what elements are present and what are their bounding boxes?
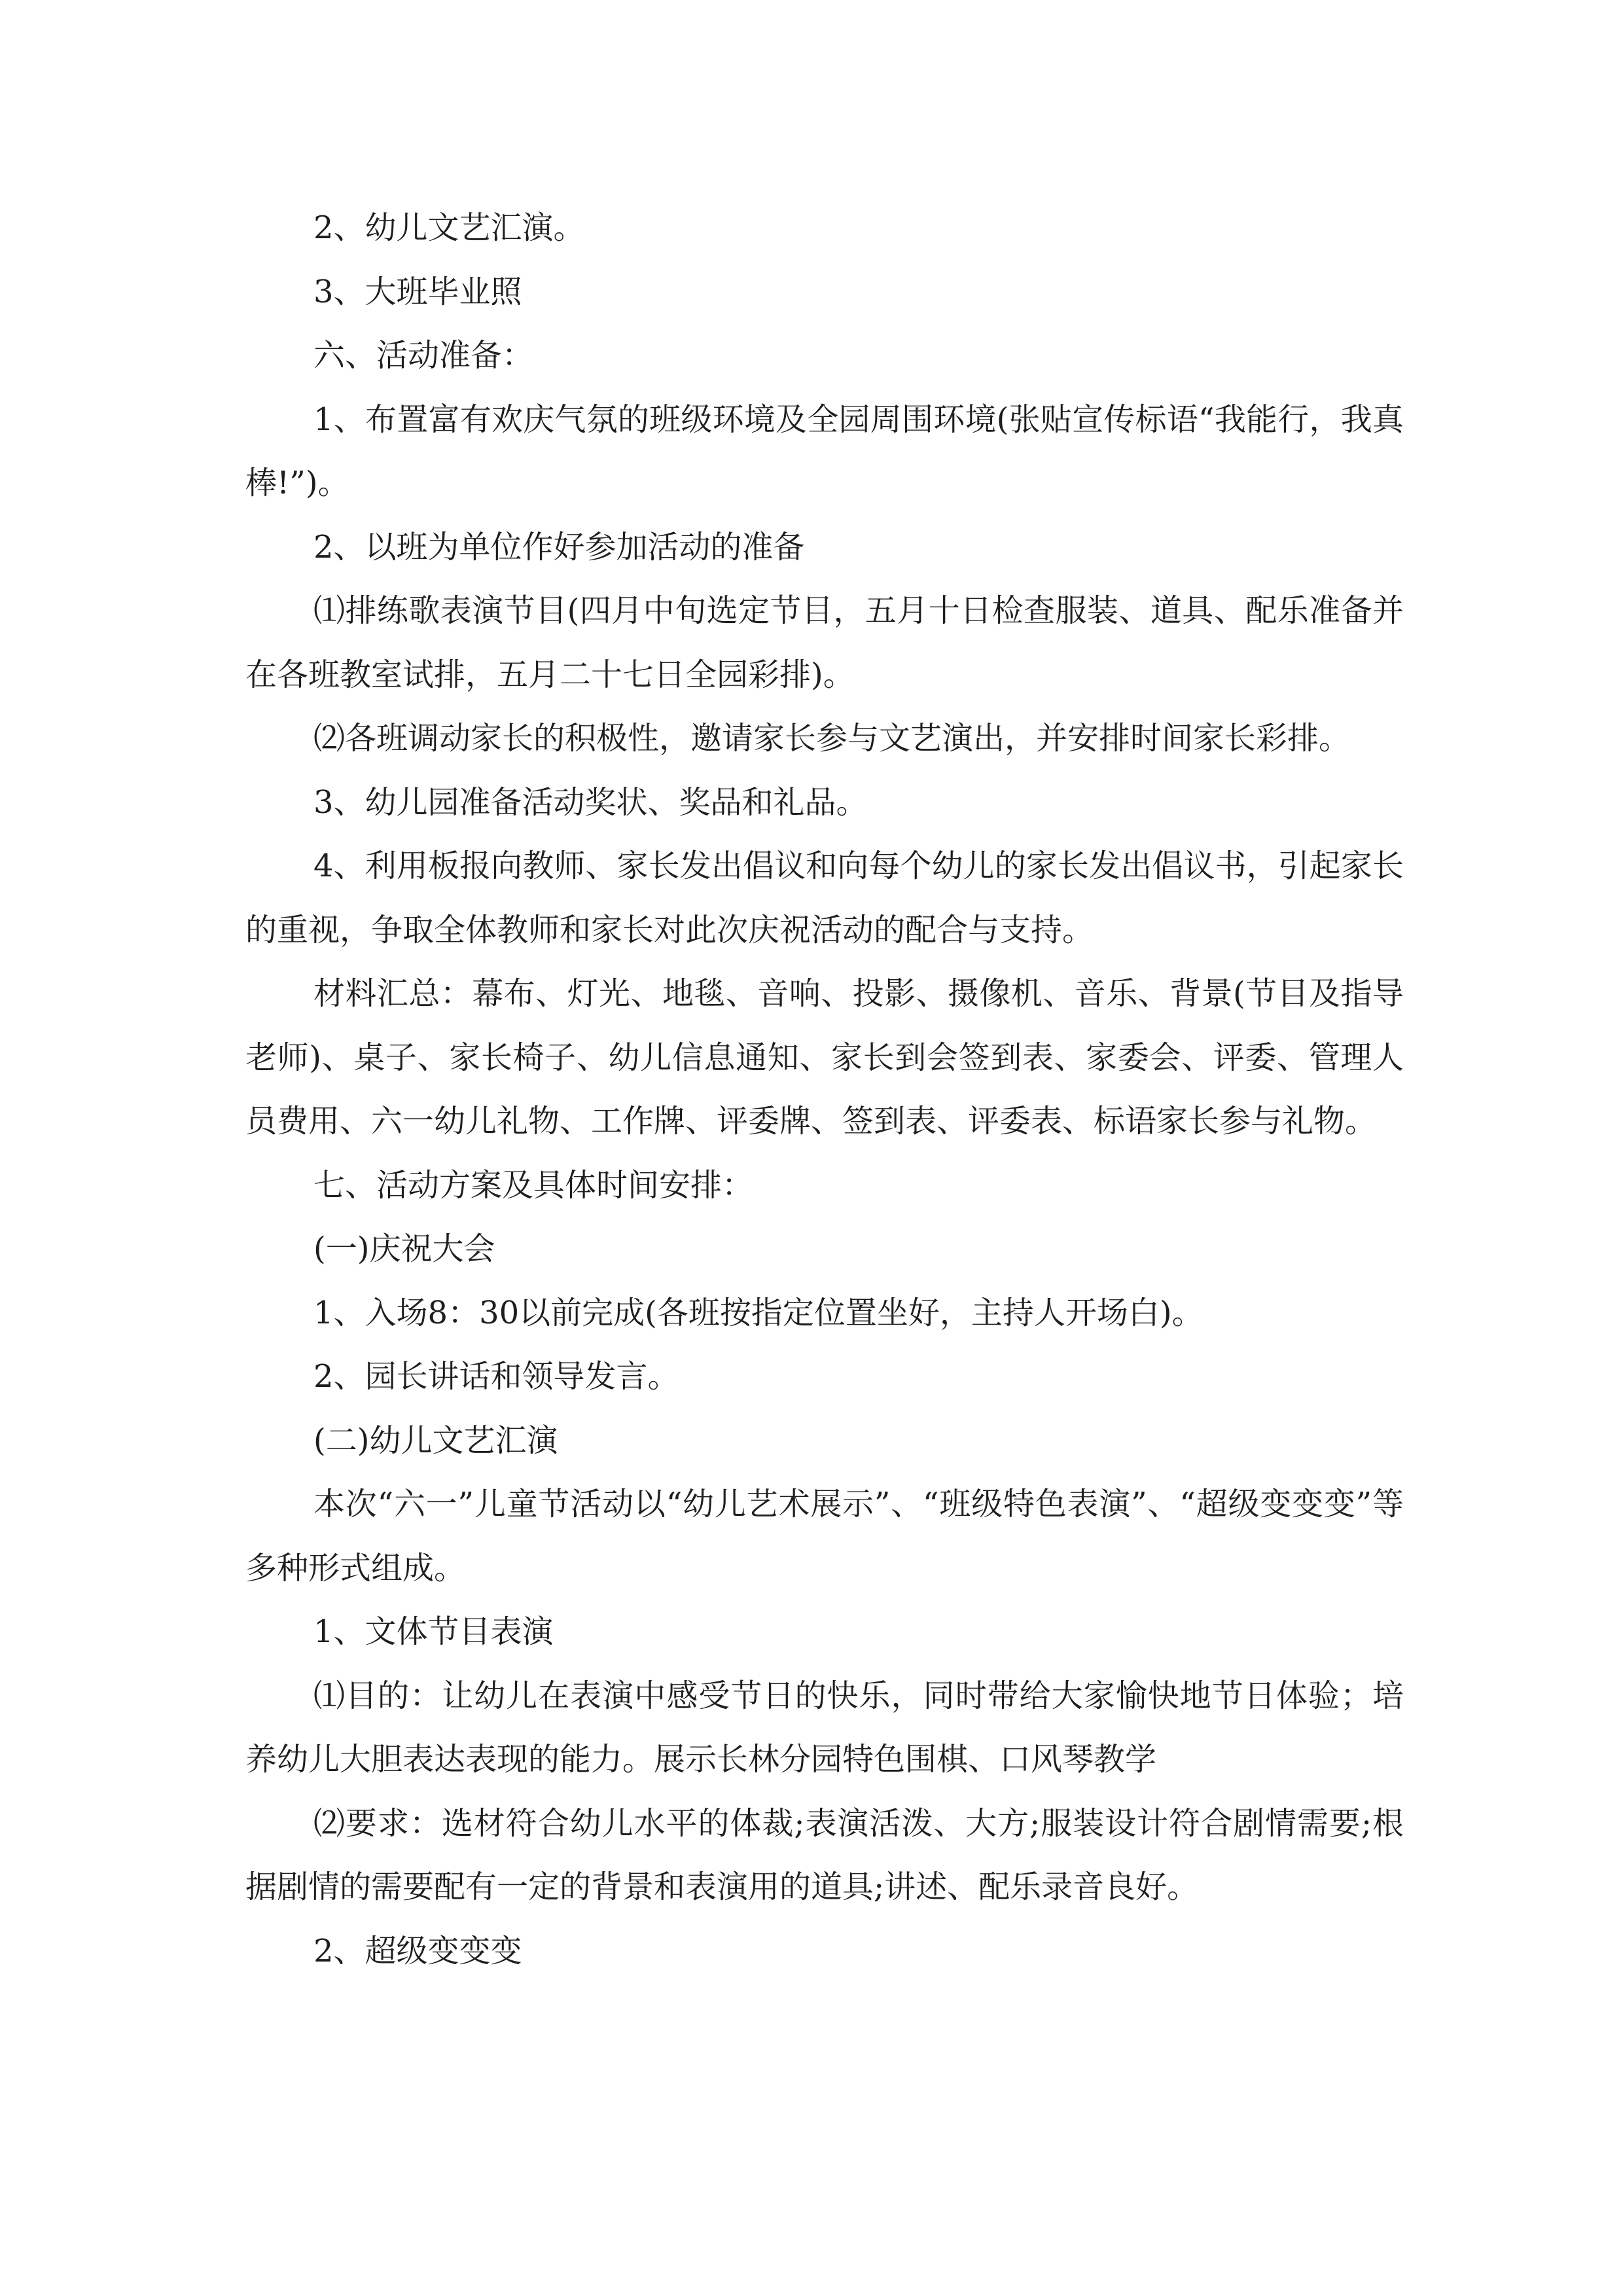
paragraph-item: ⑴排练歌表演节目(四月中旬选定节目，五月十日检查服装、道具、配乐准备并在各班教室试排，五月二十七日全园彩排)。: [245, 592, 1404, 693]
paragraph-item: 3、幼儿园准备活动奖状、奖品和礼品。: [313, 783, 868, 821]
paragraph-item: 2、园长讲话和领导发言。: [313, 1358, 679, 1395]
paragraph-item: 材料汇总：幕布、灯光、地毯、音响、投影、摄像机、音乐、背景(节目及指导老师)、桌子、家长椅子、幼儿信息通知、家长到会签到表、家委会、评委、管理人员费用、六一幼儿礼物、工作牌、评委牌、签到表、评委表、标语家长参与礼物。: [245, 975, 1404, 1139]
subsection-heading: (一)庆祝大会: [313, 1230, 495, 1267]
document-body: [245, 196, 1404, 1983]
section-heading: 六、活动准备：: [313, 337, 534, 374]
paragraph-item: 3、大班毕业照: [313, 273, 522, 310]
paragraph-item: 2、幼儿文艺汇演。: [313, 209, 585, 246]
paragraph-item: 2、以班为单位作好参加活动的准备: [313, 528, 805, 565]
paragraph-item: 2、超级变变变: [313, 1932, 522, 1969]
paragraph-item: 1、入场8：30以前完成(各班按指定位置坐好，主持人开场白)。: [313, 1294, 1204, 1331]
subsection-heading: (二)幼儿文艺汇演: [313, 1422, 558, 1459]
paragraph-item: 1、布置富有欢庆气氛的班级环境及全园周围环境(张贴宣传标语“我能行，我真棒!”)。: [245, 401, 1404, 501]
paragraph-item: ⑵各班调动家长的积极性，邀请家长参与文艺演出，并安排时间家长彩排。: [313, 720, 1351, 757]
section-heading: 七、活动方案及具体时间安排：: [313, 1166, 754, 1204]
paragraph-item: ⑵要求：选材符合幼儿水平的体裁;表演活泼、大方;服装设计符合剧情需要;根据剧情的需要配有一定的背景和表演用的道具;讲述、配乐录音良好。: [245, 1804, 1404, 1905]
paragraph-item: ⑴目的：让幼儿在表演中感受节日的快乐，同时带给大家愉快地节日体验；培养幼儿大胆表达表现的能力。展示长林分园特色围棋、口风琴教学: [245, 1677, 1404, 1778]
paragraph-item: 4、利用板报向教师、家长发出倡议和向每个幼儿的家长发出倡议书，引起家长的重视，争取全体教师和家长对此次庆祝活动的配合与支持。: [245, 848, 1404, 948]
paragraph-item: 本次“六一”儿童节活动以“幼儿艺术展示”、“班级特色表演”、“超级变变变”等多种形式组成。: [245, 1486, 1404, 1587]
paragraph-item: 1、文体节目表演: [313, 1613, 554, 1650]
